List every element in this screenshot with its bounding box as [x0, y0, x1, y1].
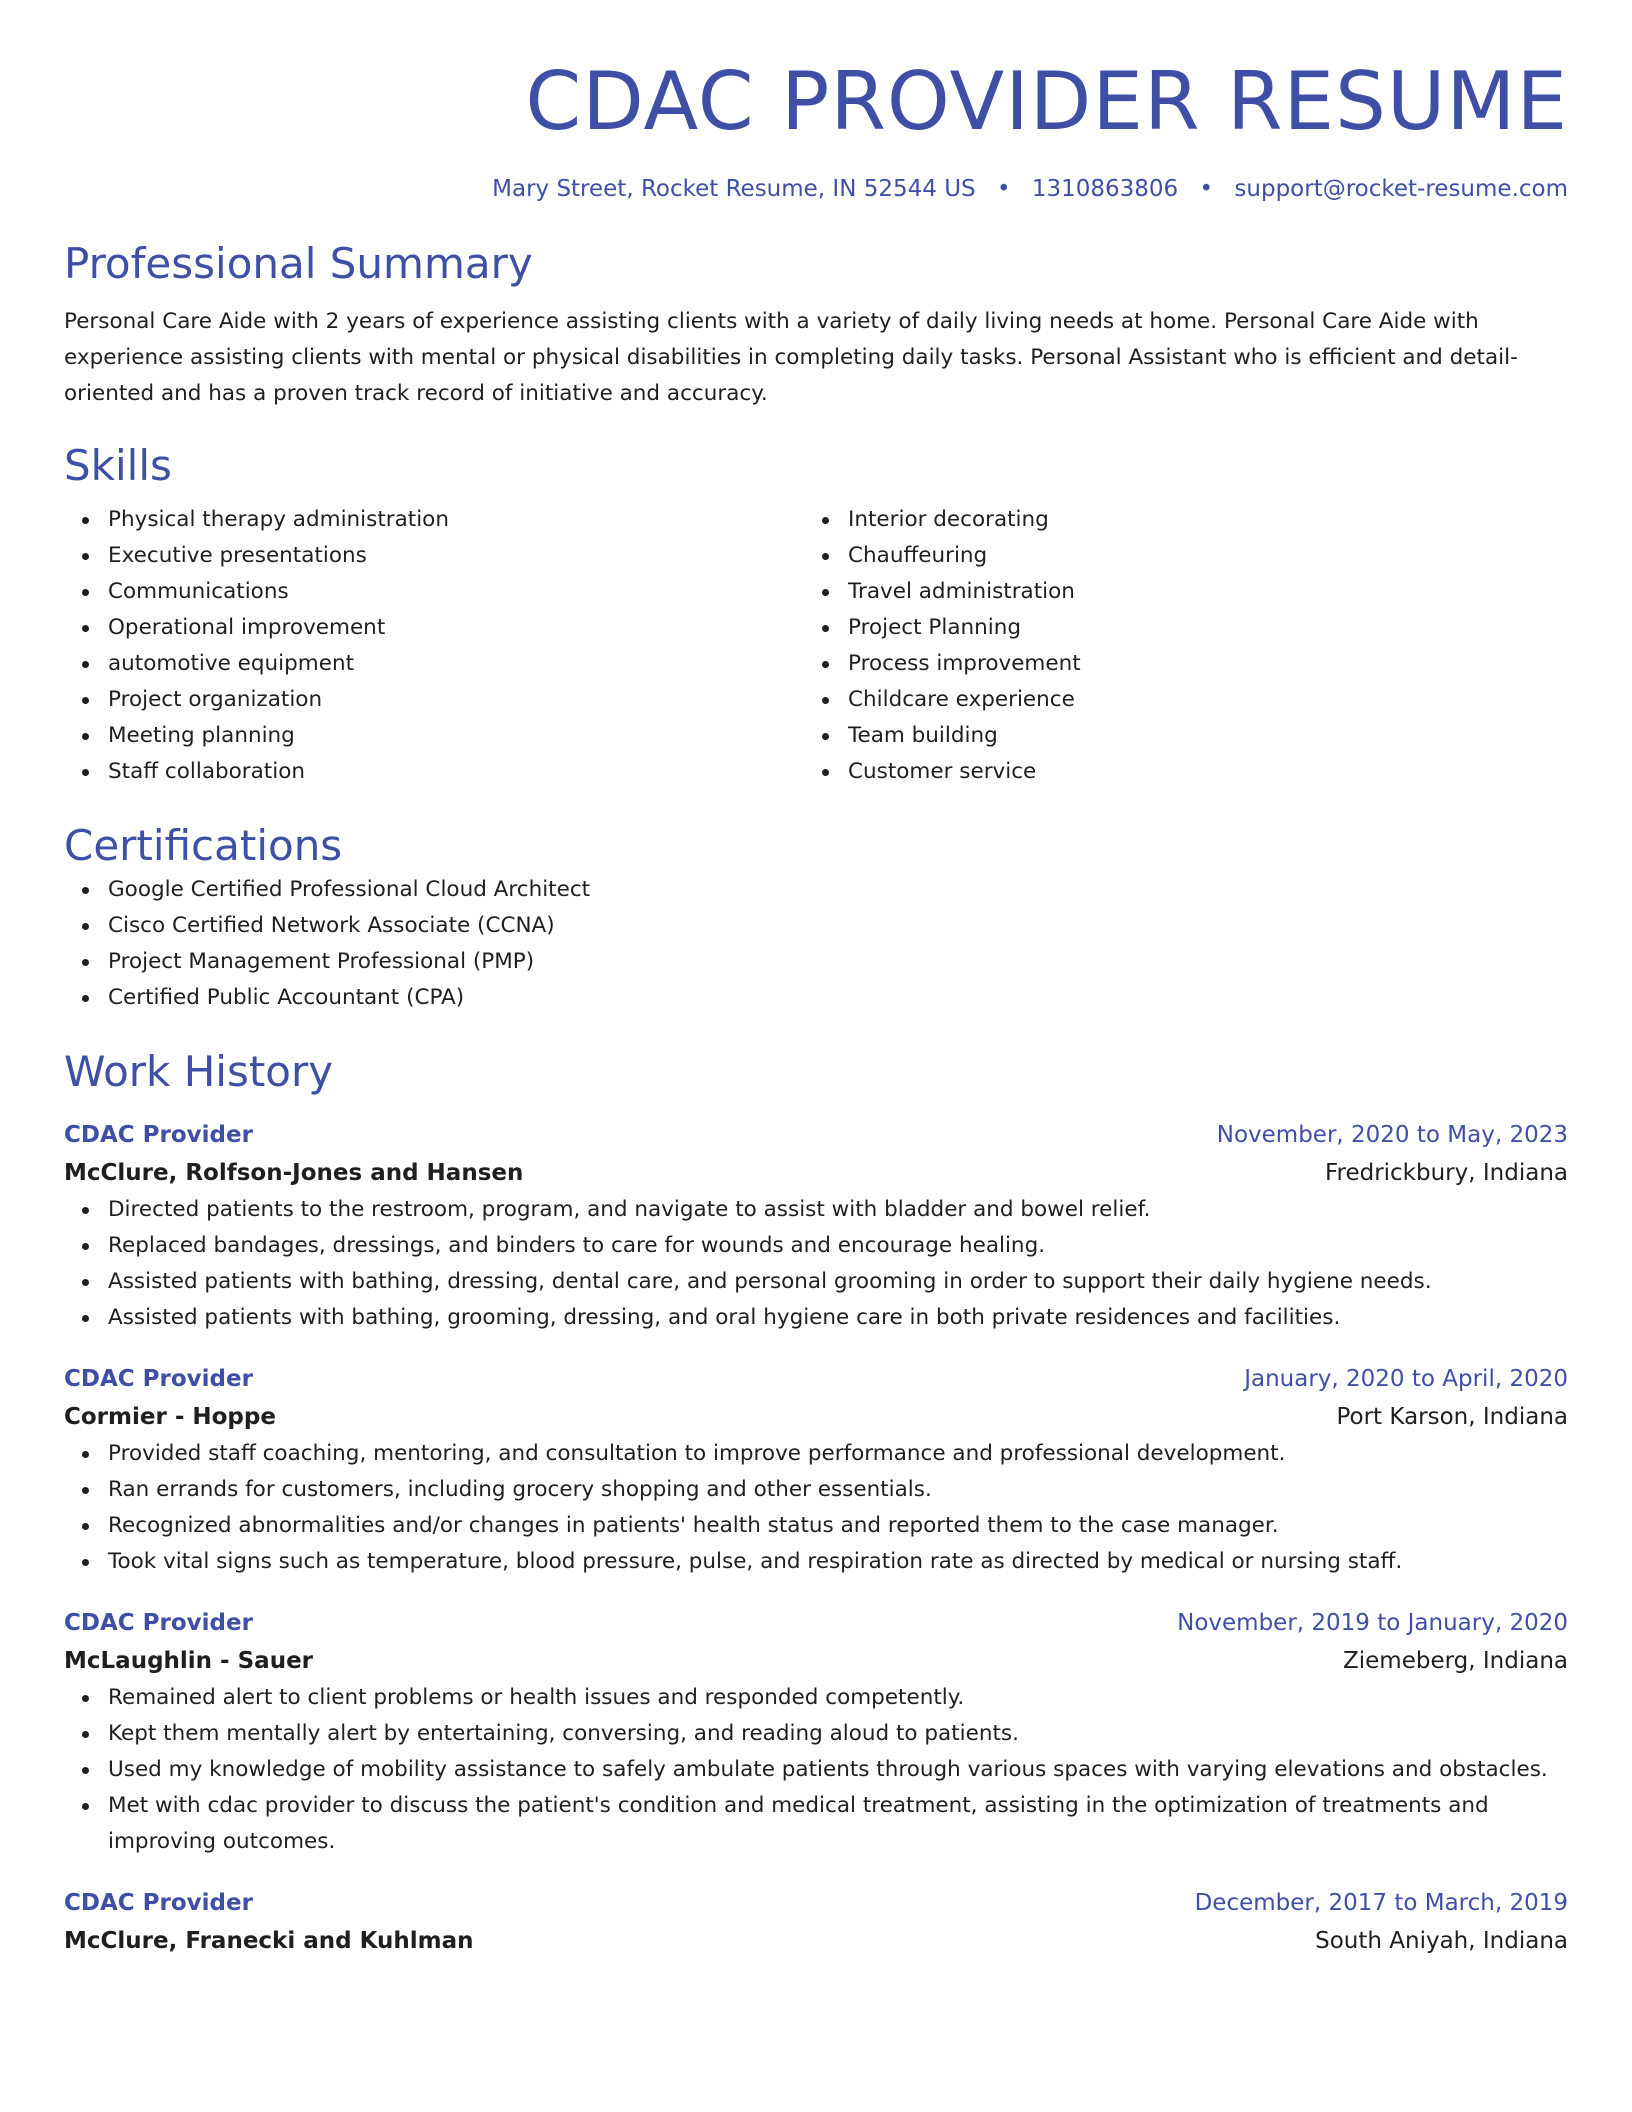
work-history-heading: Work History — [64, 1047, 334, 1096]
duty-item: Replaced bandages, dressings, and binders to care for wounds and encourage healing. — [64, 1228, 1568, 1264]
skill-item: automotive equipment — [64, 646, 804, 682]
job-header-row — [64, 1604, 1568, 1642]
job-company: Cormier - Hoppe — [64, 1404, 276, 1430]
job-entry — [64, 1604, 1568, 1860]
skill-item: Process improvement — [804, 646, 1544, 682]
certifications-heading: Certifications — [64, 821, 343, 870]
job-dates: December, 2017 to March, 2019 — [1194, 1890, 1568, 1916]
skill-item: Physical therapy administration — [64, 502, 804, 538]
job-duties — [64, 1436, 1568, 1580]
job-company-row — [64, 1642, 1568, 1680]
skill-item: Chauffeuring — [804, 538, 1544, 574]
skill-item: Operational improvement — [64, 610, 804, 646]
job-dates: January, 2020 to April, 2020 — [1244, 1366, 1568, 1392]
skill-item: Travel administration — [804, 574, 1544, 610]
skill-item: Team building — [804, 718, 1544, 754]
job-company-row — [64, 1398, 1568, 1436]
skills-section — [64, 440, 1568, 790]
resume-title: CDAC PROVIDER RESUME — [525, 55, 1568, 148]
job-role: CDAC Provider — [64, 1890, 253, 1916]
job-company-row — [64, 1922, 1568, 1960]
duty-item: Ran errands for customers, including grocery shopping and other essentials. — [64, 1472, 1568, 1508]
job-duties — [64, 1680, 1568, 1860]
duty-item: Directed patients to the restroom, program, and navigate to assist with bladder and bowel relief. — [64, 1192, 1568, 1228]
duty-item: Remained alert to client problems or health issues and responded competently. — [64, 1680, 1568, 1716]
certification-item: Certified Public Accountant (CPA) — [64, 980, 1568, 1016]
job-location: Port Karson, Indiana — [1336, 1404, 1568, 1430]
job-dates: November, 2020 to May, 2023 — [1216, 1122, 1568, 1148]
contact-email[interactable]: support@rocket-resume.com — [1234, 176, 1568, 202]
skill-item: Interior decorating — [804, 502, 1544, 538]
job-header-row — [64, 1116, 1568, 1154]
duty-item: Recognized abnormalities and/or changes in patients' health status and reported them to the case manager. — [64, 1508, 1568, 1544]
contact-phone: 1310863806 — [1031, 176, 1179, 202]
certification-item: Cisco Certified Network Associate (CCNA) — [64, 908, 1568, 944]
skills-columns — [64, 502, 1568, 790]
duty-item: Provided staff coaching, mentoring, and consultation to improve performance and professional development. — [64, 1436, 1568, 1472]
skills-heading: Skills — [64, 441, 172, 490]
job-entry — [64, 1884, 1568, 1960]
job-header-row — [64, 1360, 1568, 1398]
certifications-section — [64, 820, 1568, 1016]
job-company: McClure, Franecki and Kuhlman — [64, 1928, 474, 1954]
skill-item: Childcare experience — [804, 682, 1544, 718]
job-duties — [64, 1192, 1568, 1336]
job-role: CDAC Provider — [64, 1122, 253, 1148]
certification-item: Google Certified Professional Cloud Architect — [64, 872, 1568, 908]
resume-header — [64, 0, 1568, 202]
duty-item: Took vital signs such as temperature, blood pressure, pulse, and respiration rate as directed by medical or nursing staff. — [64, 1544, 1568, 1580]
skills-right-list — [804, 502, 1544, 790]
job-dates: November, 2019 to January, 2020 — [1177, 1610, 1568, 1636]
skill-item: Staff collaboration — [64, 754, 804, 790]
duty-item: Assisted patients with bathing, grooming, dressing, and oral hygiene care in both private residences and facilities. — [64, 1300, 1568, 1336]
job-location: Fredrickbury, Indiana — [1324, 1160, 1568, 1186]
certifications-list — [64, 872, 1568, 1016]
job-company: McLaughlin - Sauer — [64, 1648, 314, 1674]
summary-heading: Professional Summary — [64, 239, 533, 288]
job-entry — [64, 1360, 1568, 1580]
skills-left-list — [64, 502, 804, 790]
job-role: CDAC Provider — [64, 1366, 253, 1392]
summary-text: Personal Care Aide with 2 years of experience assisting clients with a variety of daily living needs at home. Personal Care Aide with experience assisting clients with mental or physical disabilities in completing daily tasks. Personal Assistant who is efficient and detail-oriented and has a proven track record of initiative and accuracy. — [64, 309, 1518, 406]
summary-section — [64, 238, 1568, 412]
contact-address: Mary Street, Rocket Resume, IN 52544 US — [492, 176, 976, 202]
skill-item: Project Planning — [804, 610, 1544, 646]
job-location: South Aniyah, Indiana — [1315, 1928, 1568, 1954]
job-location: Ziemeberg, Indiana — [1343, 1648, 1568, 1674]
duty-item: Kept them mentally alert by entertaining, conversing, and reading aloud to patients. — [64, 1716, 1568, 1752]
skill-item: Communications — [64, 574, 804, 610]
skill-item: Project organization — [64, 682, 804, 718]
job-header-row — [64, 1884, 1568, 1922]
duty-item: Assisted patients with bathing, dressing, dental care, and personal grooming in order to support their daily hygiene needs. — [64, 1264, 1568, 1300]
contact-separator: • — [1199, 176, 1214, 202]
skill-item: Executive presentations — [64, 538, 804, 574]
job-company: McClure, Rolfson-Jones and Hansen — [64, 1160, 524, 1186]
certification-item: Project Management Professional (PMP) — [64, 944, 1568, 980]
skill-item: Customer service — [804, 754, 1544, 790]
duty-item: Used my knowledge of mobility assistance to safely ambulate patients through various spaces with varying elevations and obstacles. — [64, 1752, 1568, 1788]
job-company-row — [64, 1154, 1568, 1192]
duty-item: Met with cdac provider to discuss the patient's condition and medical treatment, assisting in the optimization of treatments and improving outcomes. — [64, 1788, 1568, 1860]
contact-separator: • — [996, 176, 1011, 202]
skill-item: Meeting planning — [64, 718, 804, 754]
job-role: CDAC Provider — [64, 1610, 253, 1636]
contact-line — [64, 176, 1568, 202]
job-entry — [64, 1116, 1568, 1336]
work-history-section — [64, 1046, 1568, 1960]
